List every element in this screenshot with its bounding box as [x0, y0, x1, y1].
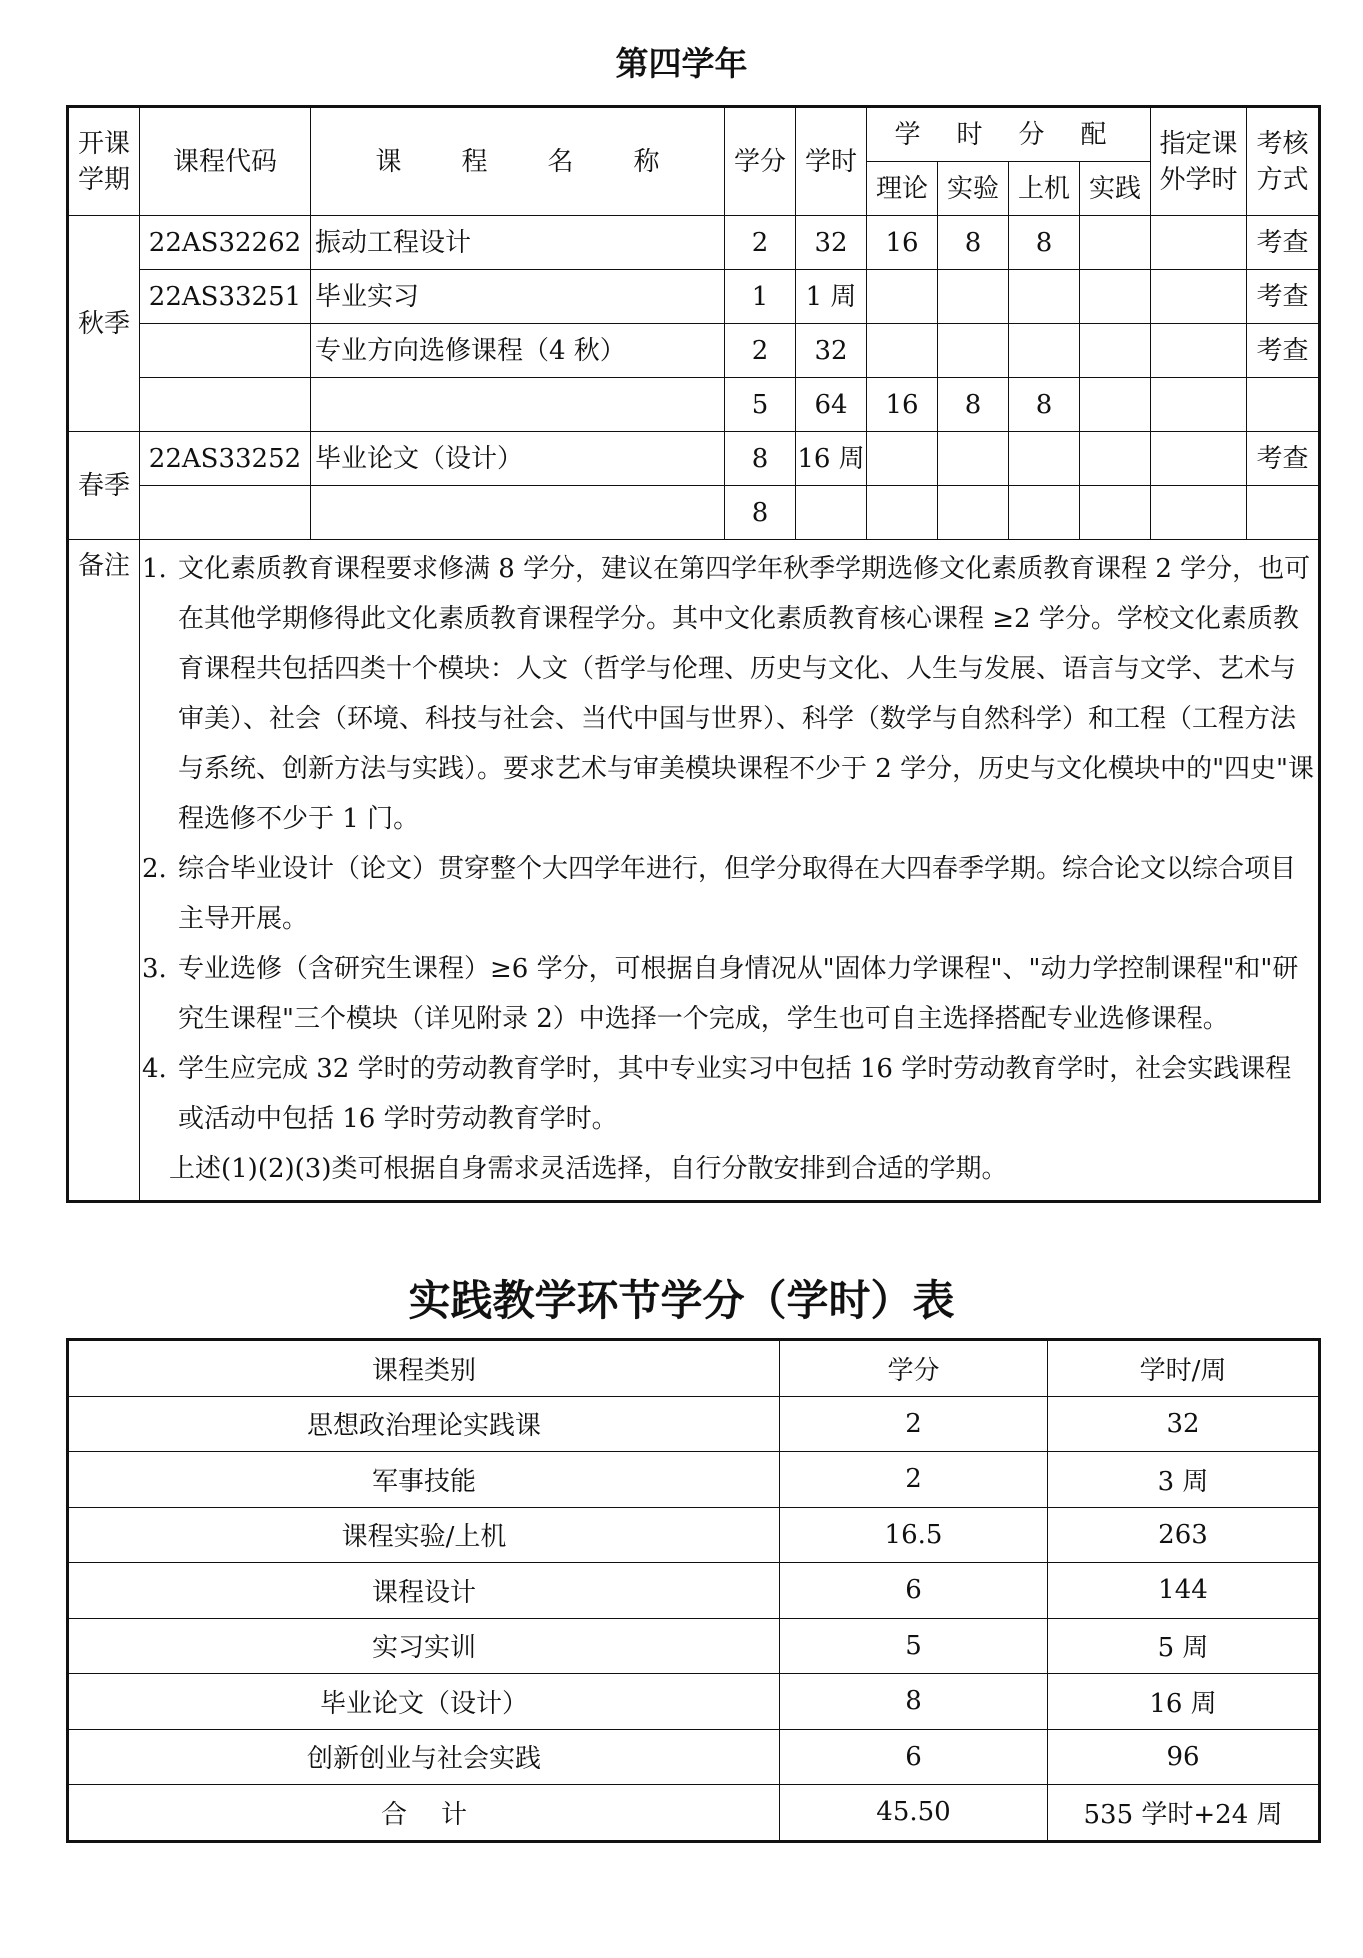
course-theory: 16: [867, 216, 938, 270]
note-item: [142, 544, 1316, 844]
header-name: [311, 107, 725, 216]
header-extra-hours: [1151, 107, 1247, 216]
course-assessment: 考查: [1247, 216, 1320, 270]
course-computer: [1009, 270, 1080, 324]
note-number: 3.: [142, 954, 167, 984]
empty-cell: [1247, 378, 1320, 432]
total-credit: 45.50: [780, 1785, 1048, 1842]
note-text: 专业选修（含研究生课程）≥6 学分，可根据自身情况从"固体力学课程"、"动力学控制课程"和"研究生课程"三个模块（详见附录 2）中选择一个完成，学生也可自主选择搭配专业选修课程。: [178, 954, 1299, 1034]
course-code: 22AS33251: [140, 270, 311, 324]
credit-cell: 6: [780, 1563, 1048, 1619]
empty-cell: [1009, 432, 1080, 486]
course-name: 毕业论文（设计）: [311, 432, 725, 486]
credit-cell: 8: [780, 1674, 1048, 1730]
header-row-1: [68, 107, 1320, 162]
note-text: 文化素质教育课程要求修满 8 学分，建议在第四学年秋季学期选修文化素质教育课程 2 学分，也可在其他学期修得此文化素质教育课程学分。其中文化素质教育核心课程 ≥2 学分。学校文化素质教育课程共包括四类十个模块：人文（哲学与伦理、历史与文化、人生与发展、语言与文学、艺术与审美）、社会（环境、科技与社会、当代中国与世界）、科学（数学与自然科学）和工程（工程方法与系统、创新方法与实践）。要求艺术与审美模块课程不少于 2 学分，历史与文化模块中的"四史"课程选修不少于 1 门。: [178, 554, 1314, 834]
course-extra: [1151, 324, 1247, 378]
course-extra: [1151, 270, 1247, 324]
course-code: [140, 324, 311, 378]
empty-cell: [867, 486, 938, 540]
header-semester: [68, 107, 140, 216]
note-text: 学生应完成 32 学时的劳动教育学时，其中专业实习中包括 16 学时劳动教育学时，社会实践课程或活动中包括 16 学时劳动教育学时。: [178, 1054, 1292, 1134]
hours-cell: 32: [1048, 1396, 1320, 1452]
course-computer: [1009, 324, 1080, 378]
hours-cell: 263: [1048, 1507, 1320, 1563]
header-extra-line2: 外学时: [1159, 164, 1238, 195]
empty-cell: [1151, 432, 1247, 486]
fourth-year-schedule-table: [66, 105, 1321, 1203]
course-name: 振动工程设计: [311, 216, 725, 270]
empty-cell: [1080, 486, 1151, 540]
course-computer: 8: [1009, 216, 1080, 270]
notes-label: 备注: [68, 540, 140, 1202]
notes-row: [68, 540, 1320, 1202]
course-hours: 32: [796, 324, 867, 378]
autumn-total-row: [68, 378, 1320, 432]
header-semester-line1: 开课: [77, 128, 130, 159]
category-cell: 创新创业与社会实践: [68, 1729, 780, 1785]
total-label-text: 合计: [380, 1799, 501, 1830]
course-practice: [1080, 324, 1151, 378]
header-distribution: [867, 107, 1151, 162]
practice-header-row: [68, 1340, 1320, 1397]
empty-cell: [140, 378, 311, 432]
hours-cell: 96: [1048, 1729, 1320, 1785]
autumn-total-lab: 8: [938, 378, 1009, 432]
practice-credit-table: [66, 1338, 1321, 1843]
course-credit: 1: [725, 270, 796, 324]
notes-content: [140, 540, 1320, 1202]
course-assessment: 考查: [1247, 432, 1320, 486]
course-name: 专业方向选修课程（4 秋）: [311, 324, 725, 378]
credit-cell: 2: [780, 1396, 1048, 1452]
spring-total-credit: 8: [725, 486, 796, 540]
header-distribution-text: 学时分配: [894, 119, 1143, 150]
empty-cell: [1247, 486, 1320, 540]
course-assessment: 考查: [1247, 324, 1320, 378]
header-hours: 学时: [796, 107, 867, 216]
credit-cell: 5: [780, 1618, 1048, 1674]
note-number: 1.: [142, 554, 167, 584]
header-credit: 学分: [780, 1340, 1048, 1397]
header-extra-line1: 指定课: [1159, 128, 1238, 159]
note-item: [142, 944, 1316, 1044]
course-credit: 2: [725, 216, 796, 270]
semester-spring: 春季: [68, 432, 140, 540]
empty-cell: [140, 486, 311, 540]
table-row: [68, 1507, 1320, 1563]
course-practice: [1080, 216, 1151, 270]
course-theory: [867, 270, 938, 324]
header-category: 课程类别: [68, 1340, 780, 1397]
hours-cell: 144: [1048, 1563, 1320, 1619]
note-item: [142, 1044, 1316, 1144]
autumn-total-theory: 16: [867, 378, 938, 432]
table-row: [68, 1396, 1320, 1452]
category-cell: 课程实验/上机: [68, 1507, 780, 1563]
total-label: [68, 1785, 780, 1842]
credit-cell: 6: [780, 1729, 1048, 1785]
header-computer: 上机: [1009, 162, 1080, 216]
hours-cell: 16 周: [1048, 1674, 1320, 1730]
table-row: [68, 1452, 1320, 1508]
autumn-total-hours: 64: [796, 378, 867, 432]
note-text: 综合毕业设计（论文）贯穿整个大四学年进行，但学分取得在大四春季学期。综合论文以综合项目主导开展。: [178, 854, 1297, 934]
empty-cell: [796, 486, 867, 540]
header-hours-weeks: 学时/周: [1048, 1340, 1320, 1397]
table-row: [68, 1729, 1320, 1785]
category-cell: 军事技能: [68, 1452, 780, 1508]
category-cell: 课程设计: [68, 1563, 780, 1619]
spring-total-row: [68, 486, 1320, 540]
table-row: [68, 216, 1320, 270]
course-lab: [938, 324, 1009, 378]
course-practice: [1080, 270, 1151, 324]
header-semester-line2: 学期: [77, 164, 130, 195]
table-row: [68, 324, 1320, 378]
table-row: [68, 432, 1320, 486]
course-extra: [1151, 216, 1247, 270]
category-cell: 实习实训: [68, 1618, 780, 1674]
empty-cell: [1080, 432, 1151, 486]
credit-cell: 16.5: [780, 1507, 1048, 1563]
empty-cell: [1151, 486, 1247, 540]
course-lab: [938, 270, 1009, 324]
note-number: 4.: [142, 1054, 167, 1084]
empty-cell: [1151, 378, 1247, 432]
category-cell: 毕业论文（设计）: [68, 1674, 780, 1730]
header-assess-line1: 考核: [1256, 128, 1309, 159]
course-hours: 16 周: [796, 432, 867, 486]
note-tail: 上述(1)(2)(3)类可根据自身需求灵活选择，自行分散安排到合适的学期。: [169, 1154, 1008, 1184]
practice-table-title: 实践教学环节学分（学时）表: [408, 1276, 955, 1325]
credit-cell: 2: [780, 1452, 1048, 1508]
header-code: 课程代码: [140, 107, 311, 216]
header-name-text: 课程名称: [375, 146, 720, 177]
course-theory: [867, 324, 938, 378]
header-assessment: [1247, 107, 1320, 216]
practice-total-row: [68, 1785, 1320, 1842]
hours-cell: 5 周: [1048, 1618, 1320, 1674]
course-credit: 8: [725, 432, 796, 486]
autumn-total-computer: 8: [1009, 378, 1080, 432]
hours-cell: 3 周: [1048, 1452, 1320, 1508]
table-row: [68, 270, 1320, 324]
table-row: [68, 1618, 1320, 1674]
empty-cell: [1009, 486, 1080, 540]
empty-cell: [938, 432, 1009, 486]
course-lab: 8: [938, 216, 1009, 270]
header-credit: 学分: [725, 107, 796, 216]
course-assessment: 考查: [1247, 270, 1320, 324]
course-name: 毕业实习: [311, 270, 725, 324]
autumn-total-credit: 5: [725, 378, 796, 432]
course-hours: 1 周: [796, 270, 867, 324]
course-code: 22AS32262: [140, 216, 311, 270]
header-assess-line2: 方式: [1256, 164, 1309, 195]
category-cell: 思想政治理论实践课: [68, 1396, 780, 1452]
empty-cell: [311, 486, 725, 540]
empty-cell: [1080, 378, 1151, 432]
header-practice: 实践: [1080, 162, 1151, 216]
course-code: 22AS33252: [140, 432, 311, 486]
total-hours: 535 学时+24 周: [1048, 1785, 1320, 1842]
empty-cell: [867, 432, 938, 486]
course-hours: 32: [796, 216, 867, 270]
header-lab: 实验: [938, 162, 1009, 216]
table-row: [68, 1674, 1320, 1730]
empty-cell: [938, 486, 1009, 540]
empty-cell: [311, 378, 725, 432]
semester-autumn: 秋季: [68, 216, 140, 432]
note-item: [142, 844, 1316, 944]
table-row: [68, 1563, 1320, 1619]
schedule-title: 第四学年: [615, 44, 748, 83]
header-theory: 理论: [867, 162, 938, 216]
course-credit: 2: [725, 324, 796, 378]
note-number: 2.: [142, 854, 167, 884]
